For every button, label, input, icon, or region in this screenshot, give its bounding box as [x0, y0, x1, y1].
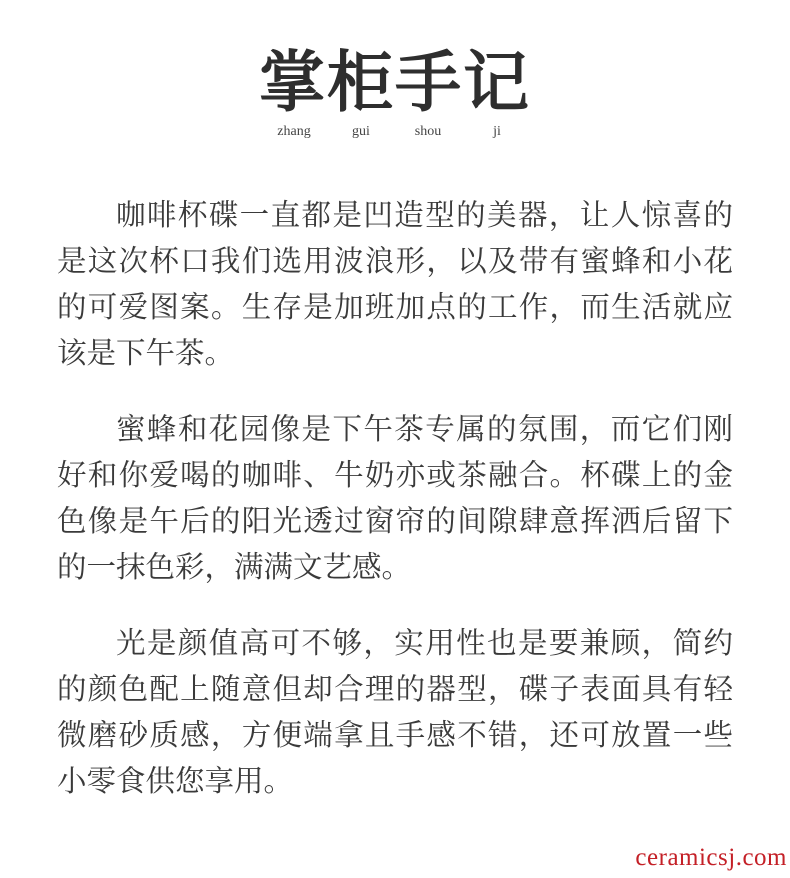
pinyin-zhang: zhang [277, 124, 311, 139]
article-body [57, 192, 733, 834]
pinyin-row [0, 124, 790, 144]
page-title: 掌柜手记 [259, 43, 531, 121]
paragraph-1: 咖啡杯碟一直都是凹造型的美器，让人惊喜的是这次杯口我们选用波浪形，以及带有蜜蜂和小花的可爱图案。生存是加班加点的工作，而生活就应该是下午茶。 [57, 198, 733, 370]
pinyin-ji: ji [493, 124, 501, 139]
pinyin-shou: shou [414, 124, 442, 139]
paragraph-2: 蜜蜂和花园像是下午茶专属的氛围，而它们刚好和你爱喝的咖啡、牛奶亦或茶融合。杯碟上的金色像是午后的阳光透过窗帘的间隙肆意挥洒后留下的一抹色彩，满满文艺感。 [57, 412, 733, 584]
paragraph-3: 光是颜值高可不够，实用性也是要兼顾，简约的颜色配上随意但却合理的器型，碟子表面具有轻微磨砂质感，方便端拿且手感不错，还可放置一些小零食供您享用。 [57, 626, 733, 798]
watermark: ceramicsj.com [635, 844, 787, 871]
pinyin-gui: gui [352, 124, 370, 139]
